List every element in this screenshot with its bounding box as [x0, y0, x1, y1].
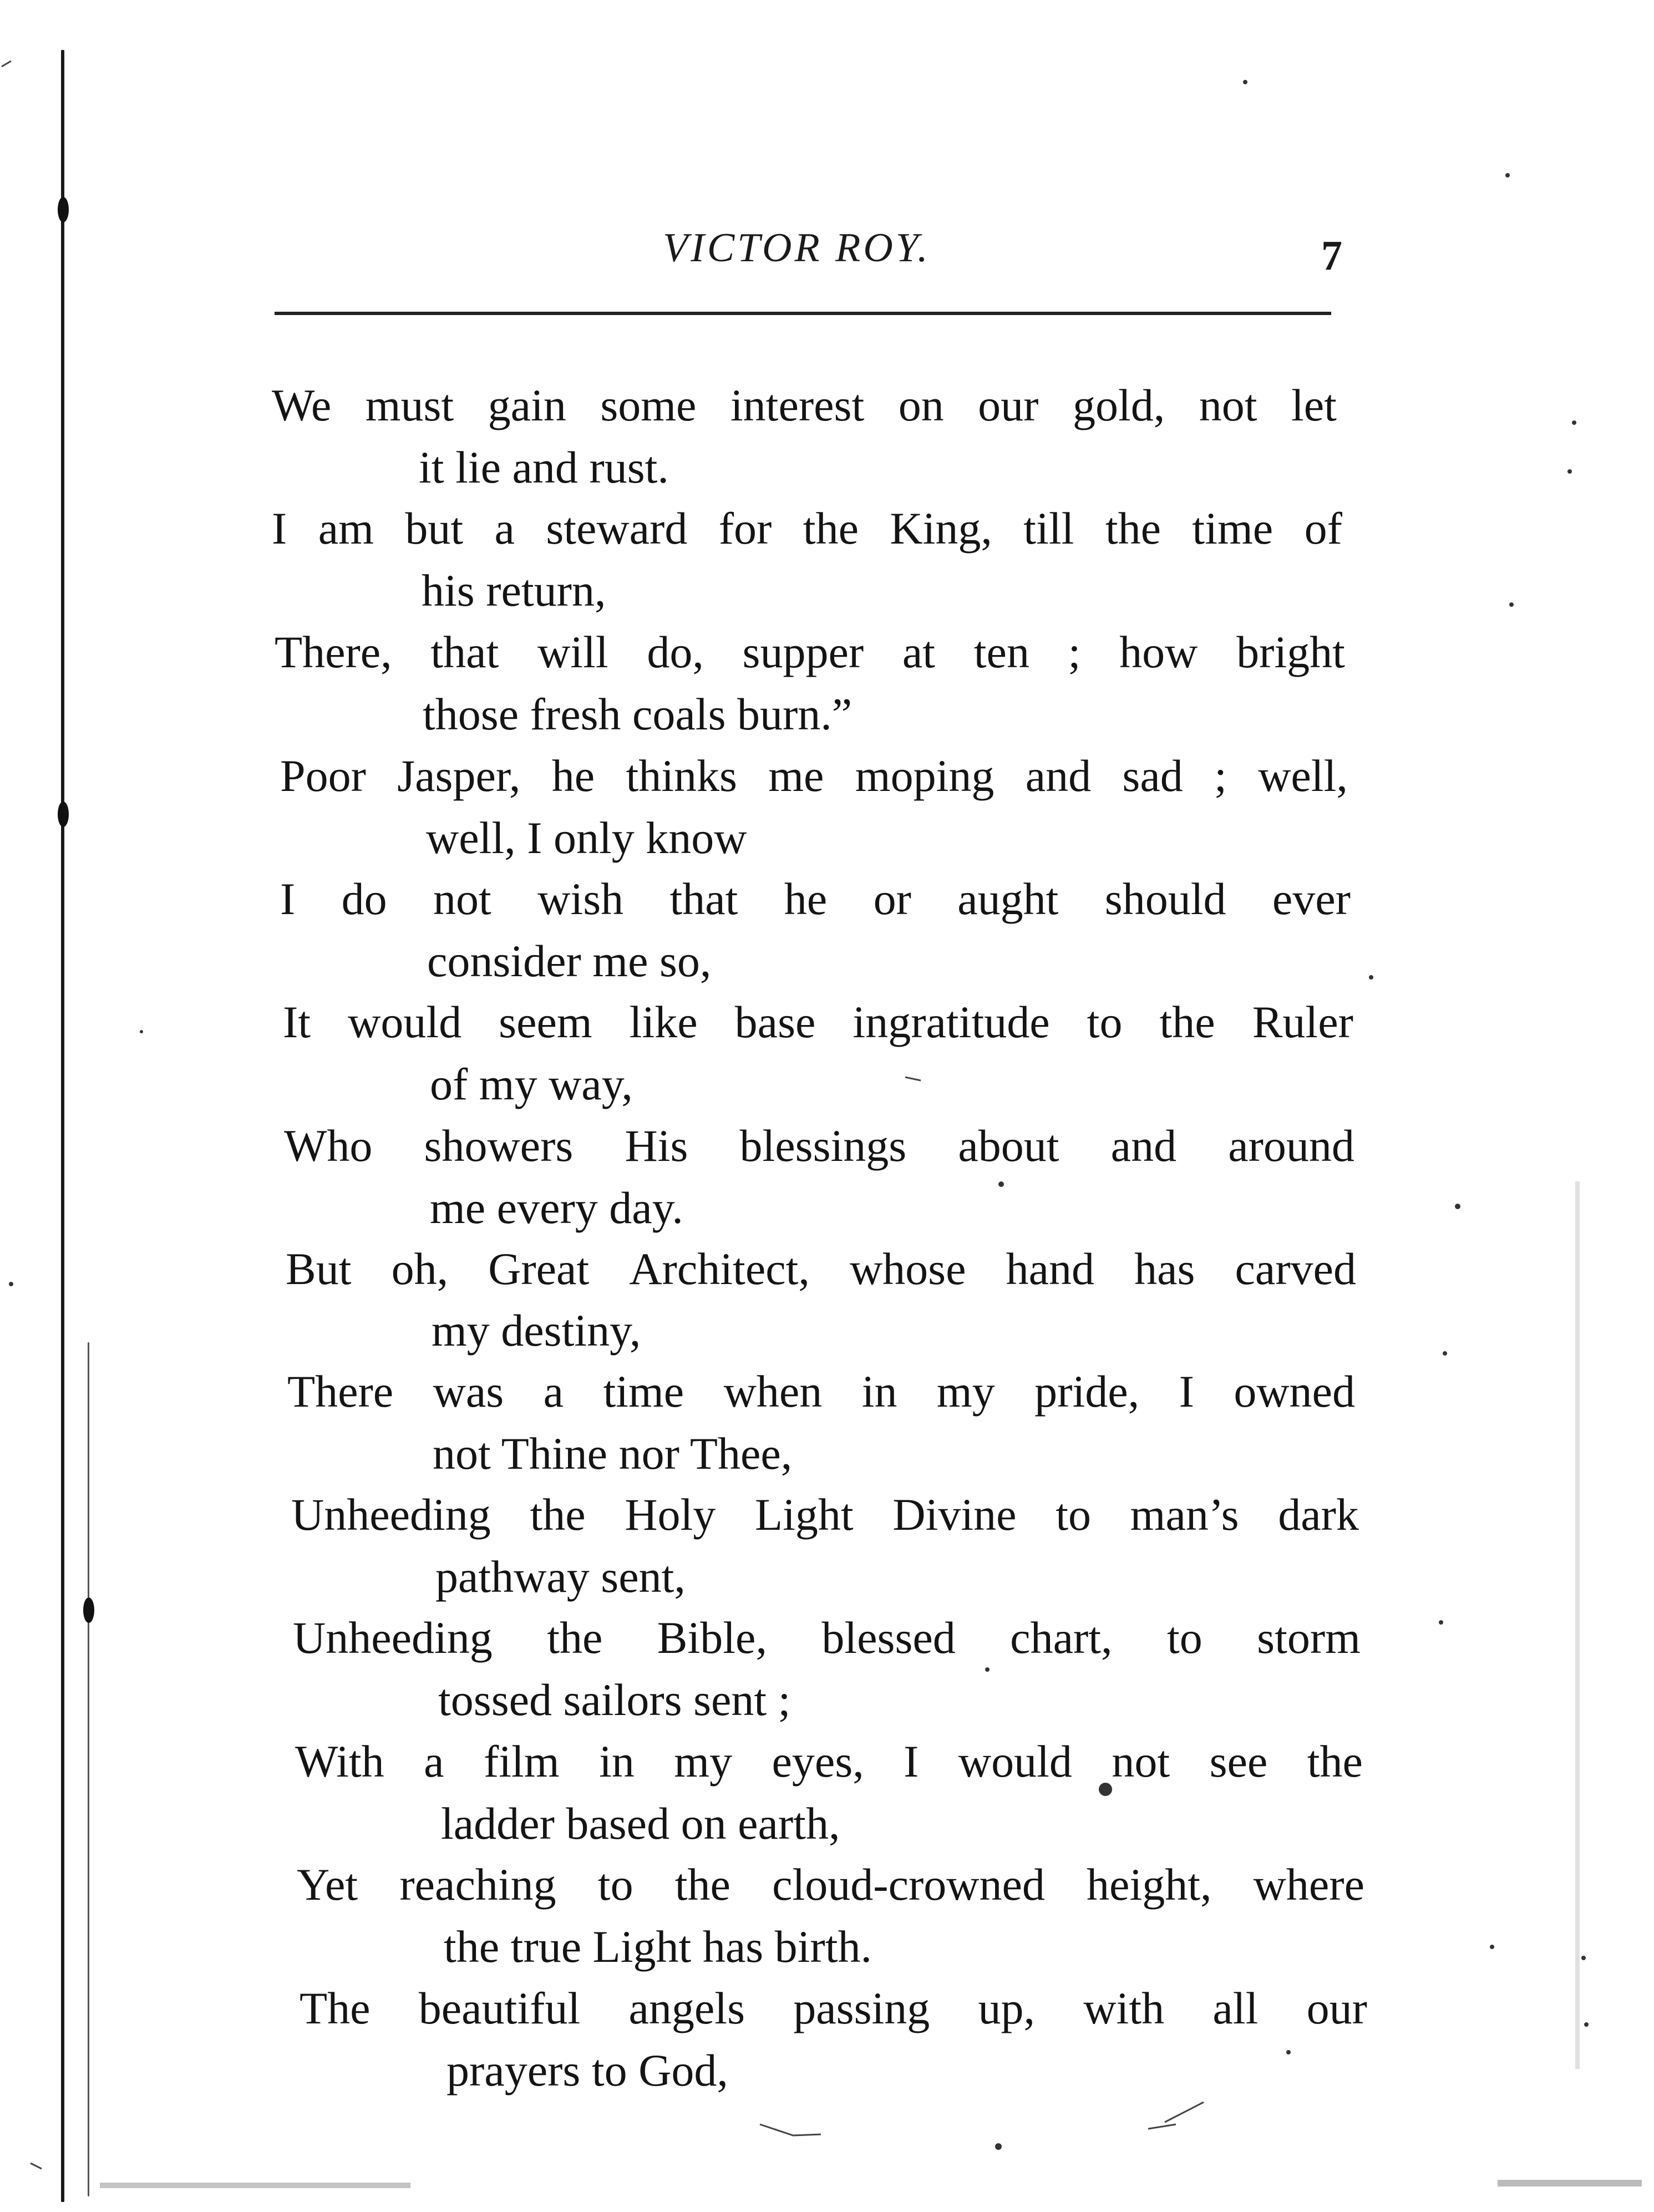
poem-line: my destiny, — [432, 1305, 641, 1356]
poem-word: time — [1192, 503, 1274, 554]
poem-word: in — [861, 1366, 897, 1417]
poem-word: Holy — [625, 1489, 716, 1540]
poem-word: carved — [1235, 1244, 1356, 1294]
poem-word: seem — [499, 997, 592, 1047]
poem-word: to — [597, 1859, 633, 1910]
poem-word: to — [1087, 997, 1123, 1047]
poem-word: There — [287, 1366, 394, 1417]
poem-word: around — [1228, 1120, 1354, 1171]
poem-line — [287, 1366, 1355, 1417]
poem-word: that — [430, 627, 499, 677]
poem-word: passing — [793, 1983, 930, 2033]
poem-word: he — [784, 874, 828, 924]
poem-word: The — [300, 1983, 371, 2033]
poem-word: he — [551, 750, 595, 801]
poem-word: cloud-crowned — [772, 1859, 1045, 1910]
poem-word: Poor — [280, 750, 366, 801]
poem-word: all — [1212, 1983, 1259, 2033]
poem-word: till — [1023, 503, 1074, 554]
running-head: VICTOR ROY. — [663, 225, 931, 271]
poem-word: base — [734, 997, 816, 1047]
poem-word: should — [1104, 874, 1226, 924]
poem-line: consider me so, — [427, 936, 712, 986]
poem-word: and — [1110, 1120, 1177, 1171]
poem-word: the — [530, 1489, 586, 1540]
poem-word: a — [424, 1736, 444, 1787]
poem-word: like — [629, 997, 698, 1047]
poem-word: steward — [546, 503, 688, 554]
poem-word: on — [898, 380, 944, 430]
poem-word: our — [1306, 1983, 1367, 2033]
poem-line: ladder based on earth, — [441, 1798, 840, 1849]
poem-line: the true Light has birth. — [444, 1921, 872, 1972]
poem-word: do — [341, 874, 387, 924]
poem-word: some — [600, 380, 697, 430]
poem-word: ingratitude — [853, 997, 1050, 1047]
poem-word: Yet — [297, 1859, 358, 1910]
poem-word: was — [433, 1366, 504, 1417]
poem-word: reaching — [399, 1859, 556, 1910]
poem-word: eyes, — [772, 1736, 864, 1787]
poem-word: King, — [890, 503, 992, 554]
poem-word: gold, — [1072, 380, 1165, 430]
poem-word: ; — [1214, 750, 1227, 801]
poem-word: will — [537, 627, 608, 677]
poem-word: not — [433, 874, 491, 924]
poem-word: With — [295, 1736, 384, 1787]
poem-word: aught — [957, 874, 1059, 924]
poem-line — [275, 627, 1345, 677]
poem-word: Unheeding — [293, 1612, 493, 1663]
poem-word: me — [768, 750, 824, 801]
poem-word: Ruler — [1252, 997, 1353, 1047]
poem-word: do, — [647, 627, 704, 677]
poem-line — [293, 1612, 1361, 1663]
poem-word: Great — [488, 1244, 590, 1294]
poem-word: Divine — [892, 1489, 1017, 1540]
poem-line — [284, 1120, 1354, 1171]
poem-word: height, — [1087, 1859, 1212, 1910]
poem-word: wish — [537, 874, 624, 924]
poem-word: storm — [1257, 1612, 1361, 1663]
poem-word: hand — [1006, 1244, 1094, 1294]
poem-word: Light — [755, 1489, 854, 1540]
poem-word: with — [1083, 1983, 1165, 2033]
poem-line — [295, 1736, 1363, 1787]
poem-word: the — [1105, 503, 1161, 554]
poem-word: I — [904, 1736, 919, 1787]
poem-word: Who — [284, 1120, 373, 1171]
poem-word: sad — [1122, 750, 1183, 801]
poem-line: prayers to God, — [447, 2045, 728, 2096]
poem-word: when — [723, 1366, 823, 1417]
poem-line: pathway sent, — [435, 1551, 686, 1602]
poem-word: to — [1166, 1612, 1203, 1663]
poem-word: It — [283, 997, 311, 1047]
poem-word: ten — [973, 627, 1029, 677]
poem-word: am — [318, 503, 374, 554]
poem-word: must — [365, 380, 454, 430]
poem-word: up, — [978, 1983, 1036, 2033]
poem-word: angels — [628, 1983, 745, 2033]
poem-word: oh, — [391, 1244, 449, 1294]
poem-word: of — [1304, 503, 1342, 554]
poem-word: the — [1307, 1736, 1363, 1787]
poem-word: Bible, — [657, 1612, 767, 1663]
poem-word: my — [674, 1736, 733, 1787]
poem-line — [291, 1489, 1359, 1540]
poem-word: would — [958, 1736, 1072, 1787]
poem-word: There, — [275, 627, 392, 677]
poem-line: those fresh coals burn.” — [423, 689, 853, 739]
poem-word: gain — [488, 380, 566, 430]
poem-word: blessed — [821, 1612, 956, 1663]
poem-word: where — [1253, 1859, 1364, 1910]
poem-line — [280, 750, 1348, 801]
poem-word: We — [272, 380, 332, 430]
poem-word: see — [1209, 1736, 1268, 1787]
poem-word: beautiful — [418, 1983, 581, 2033]
poem-line — [272, 503, 1342, 554]
poem-word: pride, — [1034, 1366, 1140, 1417]
poem-line — [300, 1983, 1367, 2033]
poem-word: supper — [742, 627, 864, 677]
poem-line — [297, 1859, 1364, 1910]
poem-line — [286, 1246, 1356, 1292]
poem-word: chart, — [1010, 1612, 1113, 1663]
poem-word: owned — [1234, 1366, 1355, 1417]
poem-line: not Thine nor Thee, — [433, 1428, 793, 1479]
poem-line — [272, 380, 1337, 430]
poem-word: a — [494, 503, 515, 554]
poem-word: a — [543, 1366, 564, 1417]
poem-line: it lie and rust. — [419, 442, 669, 493]
poem-word: not — [1199, 380, 1257, 430]
poem-word: I — [272, 503, 287, 554]
poem-word: interest — [730, 380, 865, 430]
poem-word: to — [1056, 1489, 1091, 1540]
poem-word: His — [625, 1120, 688, 1171]
poem-word: dark — [1278, 1489, 1359, 1540]
poem-line: his return, — [422, 565, 606, 616]
poem-word: at — [902, 627, 936, 677]
poem-word: how — [1119, 627, 1198, 677]
poem-line — [280, 876, 1351, 922]
poem-word: well, — [1258, 750, 1348, 801]
poem-word: the — [1159, 997, 1215, 1047]
poem-line: me every day. — [430, 1183, 683, 1233]
poem-word: and — [1025, 750, 1092, 801]
poem-word: ; — [1068, 627, 1081, 677]
poem-line: well, I only know — [426, 813, 747, 863]
poem-word: I — [280, 874, 296, 924]
poem-word: the — [547, 1612, 603, 1663]
poem-line — [283, 997, 1353, 1047]
poem-word: for — [718, 503, 772, 554]
poem-word: has — [1134, 1244, 1195, 1294]
poem-word: but — [405, 503, 464, 554]
poem-line: of my way, — [430, 1059, 633, 1109]
poem-word: I — [1179, 1366, 1194, 1417]
poem-word: thinks — [626, 750, 737, 801]
poem-word: about — [958, 1120, 1059, 1171]
poem-word: not — [1112, 1736, 1170, 1787]
poem-word: the — [674, 1859, 730, 1910]
poem-word: film — [483, 1736, 560, 1787]
poem-word: our — [978, 380, 1039, 430]
poem-word: the — [803, 503, 859, 554]
poem-word: moping — [855, 750, 995, 801]
poem-word: would — [348, 997, 462, 1047]
poem-word: whose — [849, 1244, 966, 1294]
poem-word: Jasper, — [397, 750, 521, 801]
poem-word: in — [599, 1736, 635, 1787]
page-number: 7 — [1321, 232, 1342, 279]
poem-word: bright — [1236, 627, 1345, 677]
poem-word: time — [603, 1366, 684, 1417]
poem-word: But — [286, 1244, 352, 1294]
poem-word: ever — [1272, 874, 1351, 924]
poem-word: or — [873, 874, 911, 924]
poem-line: tossed sailors sent ; — [438, 1675, 791, 1725]
poem-word: Unheeding — [291, 1489, 491, 1540]
poem-word: that — [669, 874, 738, 924]
poem-word: my — [936, 1366, 995, 1417]
poem-word: blessings — [739, 1120, 907, 1171]
poem-word: showers — [424, 1120, 574, 1171]
poem-word: let — [1291, 380, 1337, 430]
poem-word: Architect, — [629, 1244, 810, 1294]
poem-word: man’s — [1130, 1489, 1239, 1540]
